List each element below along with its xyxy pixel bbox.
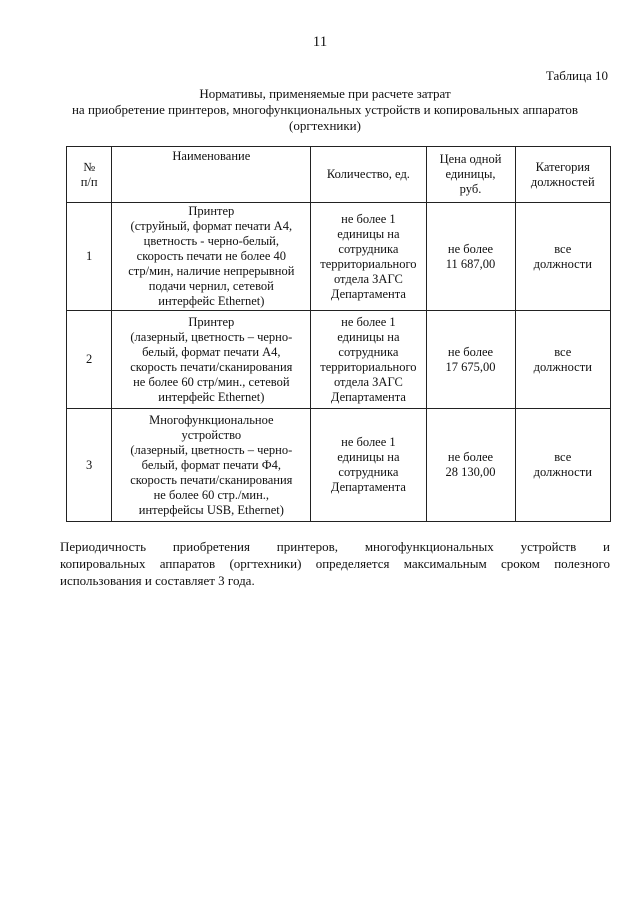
item-name bbox=[112, 311, 311, 409]
cell-line: (лазерный, цветность – черно- bbox=[130, 442, 293, 457]
cell-line: Многофункциональное bbox=[149, 412, 274, 427]
cell-line: единицы на bbox=[337, 329, 400, 344]
cell-line: Департамента bbox=[330, 480, 406, 494]
item-price bbox=[426, 311, 515, 409]
cell-line: интерфейс Ethernet) bbox=[158, 294, 265, 308]
cell-line: все bbox=[554, 241, 572, 256]
table-header-row bbox=[67, 147, 611, 203]
row-number: 3 bbox=[67, 409, 112, 522]
header-price bbox=[426, 147, 515, 203]
table-row bbox=[67, 203, 611, 311]
cell-line: (струйный, формат печати А4, bbox=[130, 219, 293, 233]
cell-line: отдела ЗАГС bbox=[333, 374, 403, 389]
cell-line: 11 687,00 bbox=[445, 256, 496, 271]
table-caption bbox=[40, 86, 610, 134]
cell-line: (лазерный, цветность – черно- bbox=[130, 329, 293, 344]
paragraph-line: использования и составляет 3 года. bbox=[60, 573, 255, 588]
caption-line: (оргтехники) bbox=[289, 118, 361, 133]
cell-line: единицы на bbox=[337, 450, 400, 464]
table-row bbox=[67, 311, 611, 409]
periodicity-paragraph bbox=[60, 538, 610, 589]
cell-line: Принтер bbox=[188, 204, 235, 218]
item-price bbox=[426, 409, 515, 522]
norms-table bbox=[66, 146, 611, 522]
header-text: руб. bbox=[459, 182, 482, 196]
item-quantity bbox=[311, 203, 426, 311]
table-row bbox=[67, 409, 611, 522]
cell-line: отдела ЗАГС bbox=[333, 271, 403, 286]
cell-line: белый, формат печати Ф4, bbox=[141, 457, 281, 472]
cell-line: сотрудника bbox=[338, 344, 399, 359]
row-number: 1 bbox=[67, 203, 112, 311]
paragraph-line: Периодичность приобретения принтеров, многофункциональных устройств и bbox=[60, 539, 610, 554]
cell-line: стр/мин, наличие непрерывной bbox=[128, 264, 295, 278]
cell-line: не более 1 bbox=[341, 314, 396, 329]
cell-line: белый, формат печати А4, bbox=[142, 344, 281, 359]
item-name bbox=[112, 409, 311, 522]
header-category bbox=[515, 147, 610, 203]
cell-line: должности bbox=[533, 359, 592, 374]
caption-line: на приобретение принтеров, многофункциональных устройств и копировальных аппаратов bbox=[71, 102, 579, 117]
header-number bbox=[67, 147, 112, 203]
cell-line: территориального bbox=[320, 256, 417, 271]
cell-line: не более 60 стр./мин., bbox=[153, 487, 270, 502]
cell-line: все bbox=[554, 450, 572, 464]
header-text: Наименование bbox=[172, 149, 251, 163]
cell-line: скорость печати/сканирования bbox=[130, 359, 293, 374]
item-category bbox=[515, 311, 610, 409]
header-text: должностей bbox=[530, 174, 595, 189]
header-text: Категория bbox=[535, 159, 590, 174]
item-quantity bbox=[311, 409, 426, 522]
item-category bbox=[515, 409, 610, 522]
cell-line: не более 1 bbox=[341, 211, 396, 226]
cell-line: не более bbox=[447, 450, 494, 464]
cell-line: подачи чернил, сетевой bbox=[148, 279, 274, 293]
paragraph-line: копировальных аппаратов (оргтехники) определяется максимальным сроком полезного bbox=[60, 556, 610, 571]
cell-line: территориального bbox=[320, 359, 417, 374]
header-text: Цена одной bbox=[439, 152, 502, 166]
cell-line: цветность - черно-белый, bbox=[143, 234, 279, 248]
cell-line: единицы на bbox=[337, 226, 400, 241]
header-quantity bbox=[311, 147, 426, 203]
cell-line: не более 1 bbox=[341, 435, 396, 449]
cell-line: сотрудника bbox=[338, 241, 399, 256]
cell-line: Департамента bbox=[330, 286, 406, 301]
header-text: № bbox=[83, 159, 96, 174]
cell-line: все bbox=[554, 344, 572, 359]
item-category bbox=[515, 203, 610, 311]
header-name bbox=[112, 147, 311, 203]
row-number: 2 bbox=[67, 311, 112, 409]
page-number: 11 bbox=[312, 34, 328, 50]
cell-line: интерфейсы USB, Ethernet) bbox=[138, 502, 284, 517]
cell-line: 28 130,00 bbox=[445, 465, 496, 479]
cell-line: скорость печати не более 40 bbox=[136, 249, 287, 263]
cell-line: сотрудника bbox=[338, 465, 399, 479]
cell-line: 17 675,00 bbox=[445, 359, 496, 374]
cell-line: не более bbox=[447, 241, 494, 256]
cell-line: должности bbox=[533, 256, 592, 271]
cell-line: не более bbox=[447, 344, 494, 359]
item-quantity bbox=[311, 311, 426, 409]
item-price bbox=[426, 203, 515, 311]
cell-line: должности bbox=[533, 465, 592, 479]
cell-line: устройство bbox=[181, 427, 242, 442]
cell-line: Принтер bbox=[188, 314, 235, 329]
table-label: Таблица 10 bbox=[545, 68, 608, 83]
item-name bbox=[112, 203, 311, 311]
cell-line: скорость печати/сканирования bbox=[130, 472, 293, 487]
cell-line: не более 60 стр/мин., сетевой bbox=[133, 374, 290, 389]
caption-line: Нормативы, применяемые при расчете затрат bbox=[199, 86, 451, 101]
cell-line: Департамента bbox=[330, 389, 406, 404]
header-text: единицы, bbox=[445, 167, 496, 181]
header-text: Количество, ед. bbox=[326, 167, 410, 181]
header-text: п/п bbox=[80, 174, 98, 189]
cell-line: интерфейс Ethernet) bbox=[158, 389, 265, 404]
